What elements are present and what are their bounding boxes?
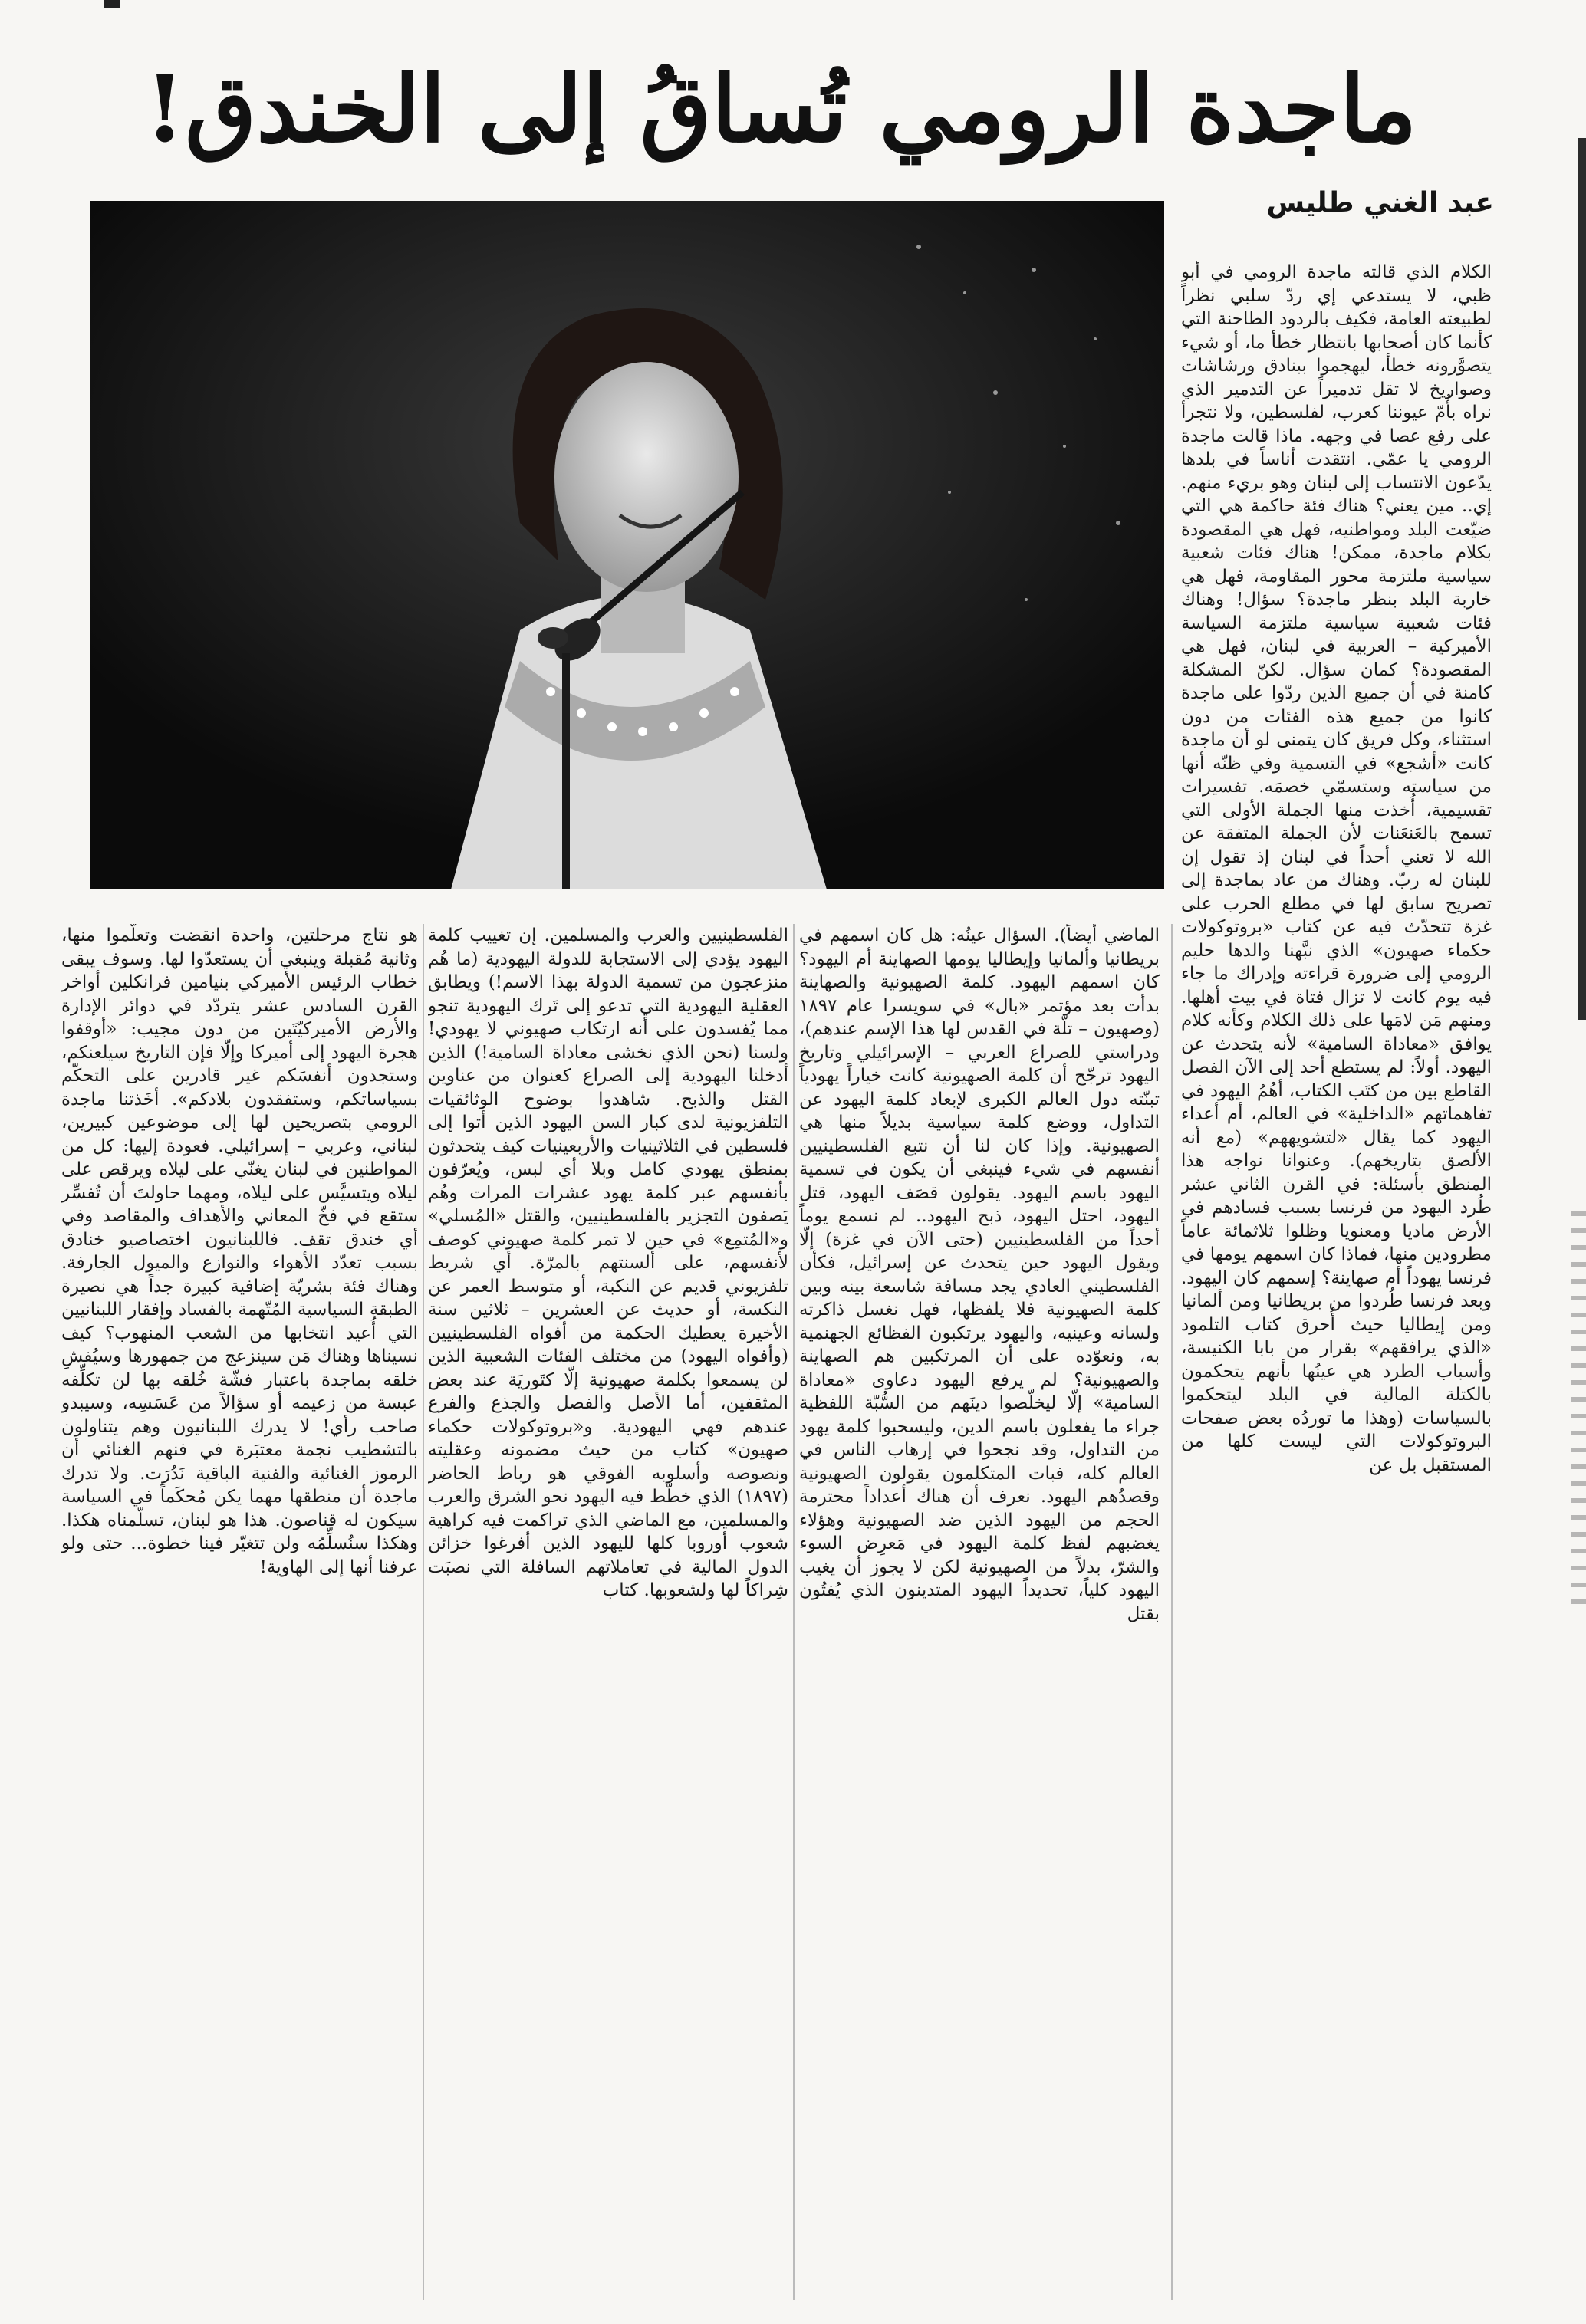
article-headline: ماجدة الرومي تُساقُ إلى الخندق! <box>144 55 1417 163</box>
page-corner-mark <box>104 0 120 8</box>
column-2-text: الماضي أيضاً). السؤال عينُه: هل كان اسمهم في بريطانيا وألمانيا وإيطاليا يومها الصهاينة أم اليهود؟ كان اسمهم اليهود. كلمة الصهيونية والصهاينة بدأت بعد مؤتمر «بال» في سويسرا عام ١٨٩٧ (وصهيون – تلّة في القدس لها هذا الإسم عندهم)، ودراستي للصراع العربي – الإسرائيلي وتاريخ اليهود ترجّح أن كلمة الصهيونية كانت خياراً يهودياً تبنّته دول العالم الكبرى لإبعاد كلمة اليهود عن التداول، ووضع كلمة سياسية بديلاً منها هي الصهيونية. وإذا كان لنا أن نتبع الفلسطينيين أنفسهم في شيء فينبغي أن يكون في تسمية اليهود باسم اليهود. يقولون قصَف اليهود، قتل اليهود، احتل اليهود، ذبح اليهود.. لم نسمع يوماً أحداً من الفلسطينيين (حتى الآن في غزة) إلّا ويقول اليهود حين يتحدث عن إسرائيل، فكأن الفلسطيني العادي يجد مسافة شاسعة بينه وبين كلمة الصهيونية فلا يلفظها، فهل نغسل ذاكرته ولسانه وعينيه، واليهود يرتكبون الفظائع الجهنمية به، ونعوّده على أن المرتكبين هم الصهاينة والصهيونية؟ لم يرفع اليهود دعاوى «معاداة السامية» إلّا ليخلّصوا دينَهم من السُّبّة اللفظية جراء ما يفعلون باسم الدين، وليسحبوا كلمة يهود من التداول، وقد نجحوا في إرهاب الناس في العالم كله، فبات المتكلمون يقولون الصهيونية وقصدُهم اليهود. نعرف أن هناك أعداداً محترمة الحجم من اليهود الذين ضد الصهيونية وهؤلاء يغضبهم لفظ كلمة اليهود في مَعرِض السوء والشرّ، بدلاً من الصهيونية لكن لا يجوز أن يغيب اليهود كلياً، تحديداً اليهود المتدينون الذي يُفتُون بقتل <box>799 925 1160 1624</box>
column-1-text: الكلام الذي قالته ماجدة الرومي في أبو ظبي، لا يستدعي إي ردّ سلبي نظراً لطبيعته العامة، فكيف بالردود الطاحنة التي كأنما كان أصحابها بانتظار خطأ ما، أو شيء يتصوَّرونه خطأ، ليهجموا ببنادق ورشاشات وصواريخ لا تقل تدميراً عن التدمير الذي نراه بأُمّ عيوننا كعرب، لفلسطين، ولا نتجرأ على رفع عصا في وجهه. ماذا قالت ماجدة الرومي يا عمّي. انتقدت أناساً في بلدها يدّعون الانتساب إلى لبنان وهو بريء منهم. إي.. مين يعني؟ هناك فئة حاكمة هي التي ضيّعت البلد ومواطنيه، فهل هي المقصودة بكلام ماجدة، ممكن! هناك فئات شعبية سياسية ملتزمة محور المقاومة، فهل هي خاربة البلد بنظر ماجدة؟ سؤال! وهناك فئات شعبية سياسية ملتزمة السياسة الأميركية – العربية في لبنان، فهل هي المقصودة؟ كمان سؤال. لكنّ المشكلة كامنة في أن جميع الذين ردّوا على ماجدة كانوا من جميع هذه الفئات من دون استثناء، وكل فريق كان يتمنى لو أن ماجدة كانت «أشجع» في التسمية وفي ظنّه أنها من سياسته وستسمّي خصمَه. تفسيرات تقسيمية، أُخذت منها الجملة الأولى التي تسمح بالعَنعَنات لأن الجملة المتفقة عن الله لا تعني أحداً في لبنان إذ تقول إن للبنان له ربّ. وهناك من عاد بماجدة إلى تصريح سابق لها في مطلع الحرب على غزة تتحدّث فيه عن كتاب «بروتوكولات حكماء صهيون» الذي نبَّهنا والدها حليم الرومي إلى ضرورة قراءته وإدراك ما جاء فيه يوم كانت لا تزال فتاة في بيت أهلها. ومنهم مَن لامَها على ذلك الكلام وكأنه كلام يوافق «معاداة السامية» لأنه يتحدث عن اليهود. أولاً: لم يستطع أحد إلى الآن الفصل القاطع بين من كتَب الكتاب، أهُمُ اليهود في تفاهماتهم «الداخلية» في العالم، أم أعداء اليهود كما يقال «لتشويههم» (مع أنه الألصق بتاريخهم). وعنوانا نواجه هذا المنطق بأسئلة: في القرن الثاني عشر طُرد اليهود من فرنسا بسبب فسادهم في الأرض ماديا ومعنويا وظلوا ثلاثمائة عاماً مطرودين منها، فماذا كان اسمهم يومها في فرنسا يهوداً أم صهاينة؟ إسمهم كان اليهود. وبعد فرنسا طُردوا من بريطانيا ومن ألمانيا ومن إيطاليا حيث أُحرق كتاب التلمود «الذي يرافقهم» بقرار من بابا الكنيسة، وأسباب الطرد هي عينُها بأنهم يتحكمون بالكتلة المالية في البلد ليتحكموا بالسياسات (وهذا ما توردُه بعض صفحات البروتوكولات التي ليست كلها من المستقبل بل عن <box>1181 262 1492 1475</box>
column-3-text: الفلسطينيين والعرب والمسلمين. إن تغييب كلمة اليهود يؤدي إلى الاستجابة للدولة اليهودية (ما هُم منزعجون من تسمية الدولة بهذا الاسم!) ويطابق العقلية اليهودية التي تدعو إلى تَرك اليهودية تنجو مما يُفسدون على أنه ارتكاب صهيوني لا يهودي! ولسنا (نحن الذي نخشى معاداة السامية!) الذين أدخلنا اليهودية إلى الصراع كعنوان من عناوين القتل والذبح. شاهدوا بوضوح الوثائقيات التلفزيونية لدى كبار السن اليهود الذين أتوا إلى فلسطين في الثلاثينيات والأربعينيات كيف يتحدثون بمنطق يهودي كامل وبلا أي لبس، ويُعرّفون بأنفسهم عبر كلمة يهود عشرات المرات وهُم يَصفون التجزير بالفلسطينيين، والقتل «المُسلي» و«المُتمِع» في حين لا تمر كلمة صهيوني كوصف لأنفسهم، على ألسنتهم بالمرّة. أي شريط تلفزيوني قديم عن النكبة، أو متوسط العمر عن النكسة، أو حديث عن العشرين – ثلاثين سنة الأخيرة يعطيك الحكمة من أفواه الفلسطينيين (وأفواه اليهود) من مختلف الفئات الشعبية الذين لن يسمعوا بكلمة صهيونية إلّا كتَوريَة عند بعض المثقفين، أما الأصل والفصل والجذع والفرع عندهم فهي اليهودية. و«بروتوكولات حكماء صهيون» كتاب من حيث مضمونه وعقليته ونصوصه وأسلوبه الفوقي هو رباط الحاضر (١٨٩٧) الذي خطّط فيه اليهود نحو الشرق والعرب والمسلمين، مع الماضي الذي تراكمت فيه كراهية شعوب أوروبا كلها لليهود الذين أفرغوا خزائن الدول المالية في تعاملاتهم السافلة التي نصبَت شِراكاً لها ولشعوبها. كتاب <box>428 925 788 1600</box>
article-byline: عبد الغني طليس <box>1266 187 1494 219</box>
adjacent-page-bleed <box>1571 1211 1586 1610</box>
column-divider <box>793 924 795 2300</box>
article-column-1 <box>1181 261 1492 2304</box>
article-column-4 <box>61 924 418 2304</box>
column-4-text: هو نتاج مرحلتين، واحدة انقضت وتعلّموا منها، وثانية مُقبلة وينبغي أن يستعدّوا لها. وسوف يبقى خطاب الرئيس الأميركي بنيامين فرانكلين أواخر القرن السادس عشر يتردّد في دوائر الإدارة والأرض الأميركيّتَين من دون مجيب: «أوقفوا هجرة اليهود إلى أميركا وإلّا فإن التاريخ سيلعنكم، وستجدون أنفسَكم غير قادرين على التحكّم بسياساتكم، وستفقدون بلادكم». أخَذتنا ماجدة الرومي بتصريحين لها إلى موضوعين كبيرين، لبناني، وعربي – إسرائيلي. فعودة إليها: كل من المواطنين في لبنان يغنّي على ليلاه ويرقص على ليلاه ويتسيَّس على ليلاه، ومهما حاولتَ أن تُفسِّر ستقع في فخّ المعاني والأهداف والمقاصد وفي أي خندق تقف. فاللبنانيون اختصاصيو خنادق بسبب تعدّد الأهواء والنوازع والميول الجارفة. وهناك فئة بشريّة إضافية كبيرة جداً هي نصيرة الطبقة السياسية المُتّهمة بالفساد وإفقار اللبنانيين التي أُعيد انتخابها من الشعب المنهوب؟ كيف نسيناها وهناك مَن سينزعج من جمهورها وسيُفشِ خلقه بماجدة باعتبار فشّة خُلقه بها لن تكلِّفه عبسة من زعيمه أو سؤالاً من عَسَسِه، وسيبدو صاحب رأي! لا يدرك اللبنانيون وهم يتناولون بالتشطيب نجمة معتبَرة في فنهم الغنائي أن الرموز الغنائية والفنية الباقية نَدُرَت. ولا تدرك ماجدة أن منطقها مهما يكن مُحكَماً في السياسة سيكون له قناصون. هذا هو لبنان، تسلّمناه هكذا. وهكذا سنُسلِّمُه ولن تتغيّر فينا خطوة... حتى ولو عرفنا أنها إلى الهاوية! <box>61 925 418 1577</box>
article-column-3 <box>428 924 788 2304</box>
page-edge-strip <box>1578 138 1586 1020</box>
column-divider <box>423 924 424 2300</box>
article-column-2 <box>799 924 1160 2304</box>
column-divider <box>1171 924 1173 2300</box>
singer-photo-illustration <box>90 201 1164 889</box>
article-photo <box>90 201 1164 889</box>
